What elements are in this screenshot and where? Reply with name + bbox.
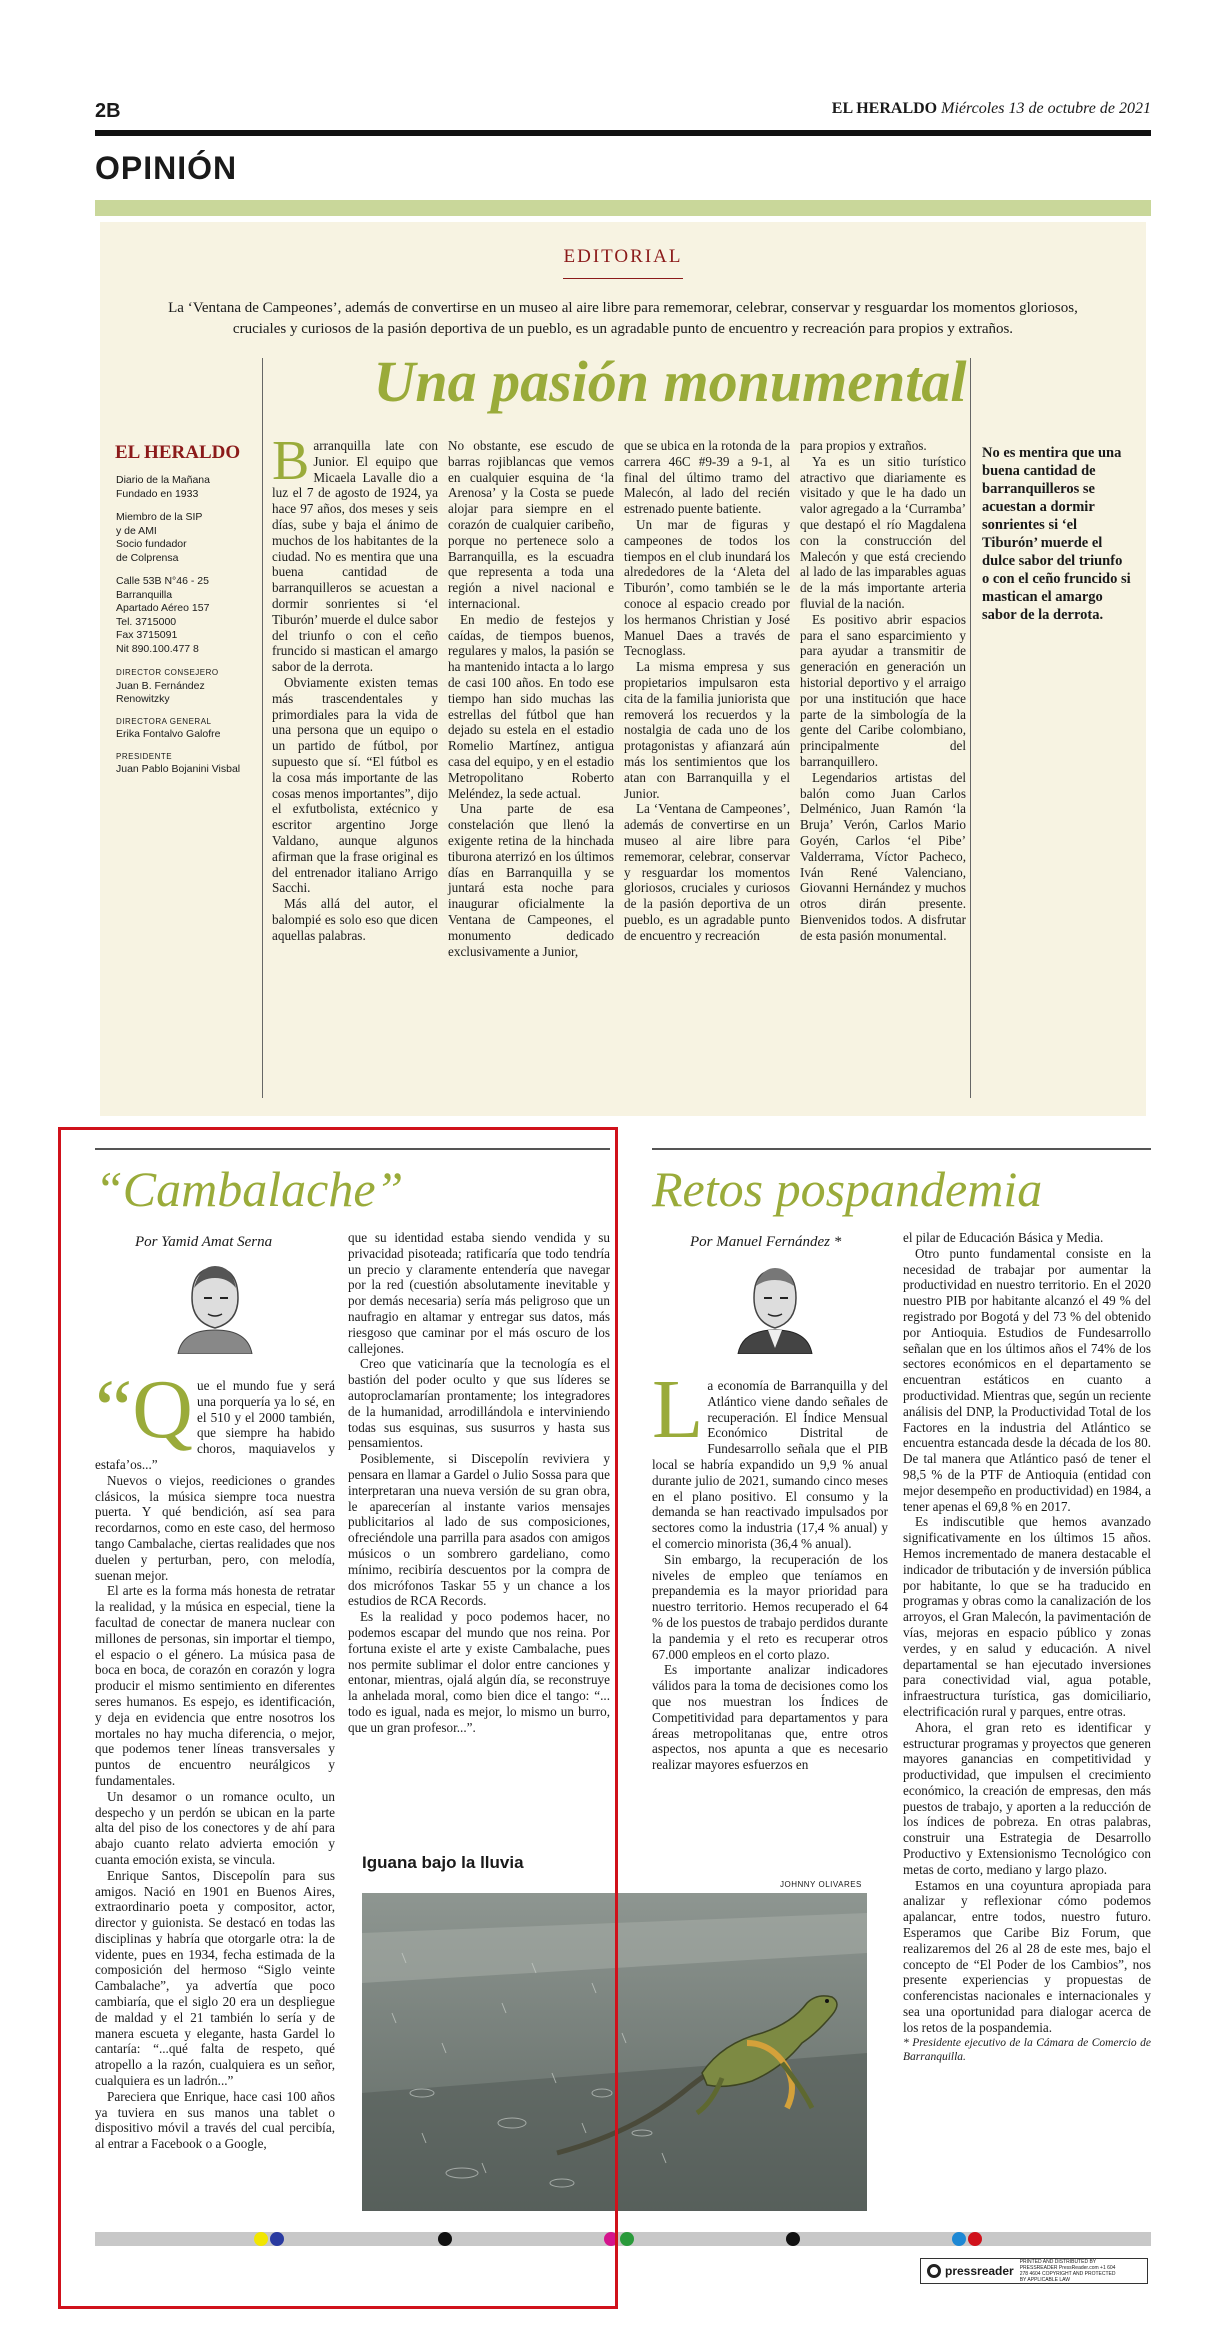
paragraph: que su identidad estaba siendo vendida y su privacidad pisoteada; ratificaría que todo tendría un precio y claramente entendería que navegar por la red (cuestión absolutamente inevitable y por demás necesaria) sería más peligroso que un naufragio en altamar y entregar sus datos, más riesgoso que caminar por el más oscuro de los callejones. [348,1230,610,1356]
paragraph: Es indiscutible que hemos avanzado significativamente en los últimos 15 años. Hemos incrementado de manera destacable el indicador de tributación y de inversión pública por habitante, lo que se ha traducido en programas y obras como la canalización de los arroyos, el Gran Malecón, la pavimentación de vías, mejoras en espacio público y zonas verdes, y en salud y educación. A nivel departamental se han ejecutado inversiones para conectividad vial, agua potable, infraestructura turística, gas domiciliario, electrificación rural y parques, entre otras. [903,1514,1151,1719]
paragraph: Es la realidad y poco podemos hacer, no podemos escapar del mundo que nos reina. Por fortuna existe el arte y existe Cambalache, pues nos permite sublimar el dolor entre canciones y entonar, mientras, ojalá algún día, se reconstruye la anhelada moral, como bien dice el tango: “... todo es igual, nada es mejor, lo mismo un burro, que un gran profesor...”. [348,1609,610,1735]
editorial-column-2 [448,438,614,959]
footnote: * Presidente ejecutivo de la Cámara de Comercio de Barranquilla. [903,2036,1151,2063]
paragraph: La misma empresa y sus propietarios impulsaron esta cita de la familia juniorista que removerá los recuerdos y la nostalgia de cada uno de los protagonistas y afianzará aún más los sentimientos que los atan con Barranquilla y el Junior. [624,659,790,801]
page-number: 2B [95,100,121,122]
pull-quote: No es mentira que una buena cantidad de barranquilleros se acuestan a dormir sonrientes si ‘el Tiburón’ muerde el dulce sabor del triunfo o con el ceño fruncido si mastican el amargo sabor de la derrota. [982,445,1131,623]
info-line: y de AMI [116,524,157,537]
pressreader-icon [927,2264,941,2278]
paragraph: Ya es un sitio turístico atractivo que diariamente es visitado y que le ha dado un valor agregado a la ‘Curramba’ que destapó el río Magdalena con la construcción del Malecón y que está creciendo al lado de las imparables aguas de la más importante arteria fluvial de la nación. [800,453,966,611]
registration-dot-black [786,2232,800,2246]
role-label: PRESIDENTE [116,751,173,761]
column-rule [970,358,971,1098]
paragraph: No obstante, ese escudo de barras rojiblancas que vemos en cualquier esquina de ‘la Arenosa’ y la Costa se puede alojar para siempre en el corazón de cualquier caribeño, porque no pertenece solo a Barranquilla, es la escuadra que representa a toda una región a nivel nacional e internacional. [448,438,614,611]
photo-credit: JOHNNY OLIVARES [780,1880,862,1889]
section-title: OPINIÓN [95,150,238,186]
paragraph: Es positivo abrir espacios para el sano esparcimiento y para ayudar a transmitir de generación en generación un historial deportivo y el arraigo por una institución que hace parte de la simbología de la gente del Caribe colombiano, principalmente del barranquillero. [800,611,966,769]
retos-title: Retos pospandemia [652,1161,1043,1217]
paragraph: Pareciera que Enrique, hace casi 100 años ya tuviera en sus manos una tablet o dispositivo móvil a través del cual percibía, al entrar a Facebook o a Google, [95,2088,335,2152]
info-line: Calle 53B N°46 - 25 [116,575,209,587]
paragraph: arranquilla late con Junior. El equipo que Micaela Lavalle dio a luz el 7 de agosto de 1924, ya hace 97 años, dos meses y seis días, sube y baja el ánimo de muchos de los habitantes de la ciudad. No es mentira que una buena cantidad de barranquilleros se acuestan a dormir sonrientes si ‘el Tiburón’ muerde el dulce sabor del triunfo o con el ceño fruncido si mastican el amargo sabor de la derrota. [272,438,438,675]
paragraph: En medio de festejos y caídas, de tiempos buenos, regulares y malos, la pasión se ha mantenido intacta a lo largo de casi 100 años. En todo ese tiempo han sido muchas las estrellas del fútbol que han dejado su estela en el estadio Romelio Martínez, antigua casa del equipo, y en el estadio Metropolitano Roberto Meléndez, la sede actual. [448,611,614,801]
paragraph: Un mar de figuras y campeones de todos los tiempos en el club inundará los alrededores de la ‘Aleta del Tiburón’, como también se le conoce al espacio creado por los hermanos Christian y José Manuel Daes a través de Tecnoglass. [624,516,790,659]
paragraph: Legendarios artistas del balón como Juan Carlos Delménico, Juan Ramón ‘la Bruja’ Verón, Carlos Mario Goyén, Carlos ‘el Pibe’ Valderrama, Víctor Pacheco, Iván René Valenciano, Giovanni Hernández y muchos otros dirán presente. Bienvenidos todos. A disfrutar de esta pasión monumental. [800,769,966,943]
editorial-column-3 [624,438,790,944]
editorial-deck: La ‘Ventana de Campeones’, además de convertirse en un museo al aire libre para rememorar, celebrar, conservar y resguardar los momentos gloriosos, cruciales y curiosos de la pasión deportiva de un pueblo, es un agradable punto de encuentro y recreación para propios y extraños. [168,300,1078,337]
paragraph: Enrique Santos, Discepolín para sus amigos. Nació en 1901 en Buenos Aires, extraordinario poeta y compositor, actor, director y guionista. Se destacó en todas las disciplinas y habría que otorgarle otra: la de vidente, pues en 1934, fecha estimada de la composición del hermoso “Siglo veinte Cambalache”, ya advertía que poco cambiaría, que el siglo 20 era un despliegue de maldad y el 21 también lo sería y de manera escueta y elegante, hasta Gardel lo cantaría: “...qué falta de respeto, qué atropello a la razón, cualquiera es un señor, cualquiera es un ladrón...” [95,1867,335,2089]
paragraph: Un desamor o un romance oculto, un despecho y un perdón se ubican en la parte alta del piso de los conectores y de ahí para abajo cuanto relato advierta emoción y cuanta emoción exista, se vincula. [95,1788,335,1867]
author-portrait [730,1258,820,1354]
paragraph: Nuevos o viejos, reediciones o grandes clásicos, la música siempre toca nuestra puerta. Y qué bendición, así sea para recordarnos, como en este caso, del hermoso tango Cambalache, ciertas realidades que nos duelen y perturban, pero, con melodía, suenan mejor. [95,1472,335,1583]
paragraph: el pilar de Educación Básica y Media. [903,1230,1104,1245]
paragraph: a economía de Barranquilla y del Atlántico viene dando señales de recuperación. El Índice Mensual Económico Distrital de Fundesarrollo señala que el PIB local se habría expandido un 9,9 % anual durante julio de 2021, sumando cinco meses en el plano positivo. El consumo y la demanda se han reactivado impulsados por sectores como la industria (17,4 % anual) y el comercio minorista (36,4 % anual). [652,1378,888,1551]
byline: Por Manuel Fernández * [690,1234,842,1250]
column-rule [262,358,263,1098]
retos-column-2 [903,1230,1151,2064]
editorial-column-4 [800,438,966,944]
role-label: DIRECTOR CONSEJERO [116,668,219,677]
info-line: Apartado Aéreo 157 [116,602,210,614]
info-line: Nit 890.100.477 8 [116,642,199,655]
drop-cap: B [272,430,310,492]
paragraph: Más allá del autor, el balompié es solo eso que dicen aquellas palabras. [272,896,438,943]
masthead [832,100,1151,118]
staff-name: Juan B. Fernández Renowitzky [116,679,205,705]
quote-mark: “ [95,1363,133,1456]
registration-dot-red [968,2232,982,2246]
paragraph: El arte es la forma más honesta de retratar la realidad, y la música en especial, tiene la facultad de conectar de manera nuclear con millones de personas, sin importar el tiempo, el espacio o el género. La música pasa de boca en boca, de corazón en corazón y logra producir el mismo sentimiento en diferentes seres humanos. Es espejo, es identificación, y deja en evidencia que entre nosotros los mortales no hay mucha diferencia, o mejor, que podemos tener líneas transversales y puntos de encuentro neurálgicos y fundamentales. [95,1583,335,1788]
section-band [95,200,1151,216]
info-line: Miembro de la SIP [116,511,203,523]
paragraph: Ahora, el gran reto es identificar y estructurar programas y proyectos que generen mayores ganancias en competitividad y productividad, que impulsen el crecimiento económico, la creación de empresas, den más puestos de trabajo, y aporten a la reducción de los índices de pobreza. En otras palabras, construir una Estrategia de Desarrollo Productivo y Extensionismo Tecnológico con metas de corto, mediano y largo plazo. [903,1719,1151,1877]
paragraph: La ‘Ventana de Campeones’, además de convertirse en un museo al aire libre para rememorar, celebrar, conservar y resguardar los momentos gloriosos, cruciales y curiosos de la pasión deportiva de un pueblo, es un agradable punto de encuentro y recreación [624,801,790,943]
drop-cap: L [652,1363,704,1456]
paragraph: Obviamente existen temas más trascendentales y primordiales para la vida de una persona que un equipo o un partido de fútbol, por supuesto que sí. “El fútbol es la cosa más importante de las cosas menos importantes”, dijo el exfutbolista, extécnico y escritor argentino Jorge Valdano, aunque algunos afirman que la frase original es del entrenador italiano Arrigo Sacchi. [272,674,438,896]
brand-logo: EL HERALDO [115,442,241,463]
pressreader-notice: PRINTED AND DISTRIBUTED BY PRESSREADER PressReader.com +1 604 278 4604 COPYRIGHT AND PROTECTED BY APPLICABLE LAW [1019,2259,1116,2283]
paragraph: Posiblemente, si Discepolín reviviera y pensara en llamar a Gardel o Julio Sossa para que interpretaran una nueva versión de su gran obra, le aparecerían al instante varios mensajes publicitarios al lado de sus composiciones, ofreciéndole una parrilla para asados con amigos músicos o un sombrero gardeliano, como mínimo, recibiría descuentos por la compra de dos micrófonos Taskar 55 y un chance a los estudios de RCA Records. [348,1451,610,1609]
paragraph: Sin embargo, la recuperación de los niveles de empleo que teníamos en prepandemia es la mayor prioridad para nuestro territorio. Hemos recuperado el 64 % de los puestos de trabajo perdidos durante la pandemia y el reto es recuperar otros 67.000 empleos en el corto plazo. [652,1551,888,1662]
retos-column-1 [652,1363,888,1773]
photo-title: Iguana bajo la lluvia [362,1853,524,1872]
byline: Por Yamid Amat Serna [135,1234,273,1250]
paragraph: ue el mundo fue y será una porquería ya lo sé, en el 510 y el 2000 también, que siempre ha habido choros, maquiavelos y estafa’os...” [95,1378,335,1472]
info-line: Fax 3715091 [116,629,178,641]
info-line: Fundado en 1933 [116,487,199,500]
cambalache-title: “Cambalache” [95,1161,404,1217]
registration-dot-green [620,2232,634,2246]
staff-name: Juan Pablo Bojanini Visbal [116,763,241,775]
paragraph: Estamos en una coyuntura apropiada para analizar y reflexionar cómo podemos apalancar, entre todos, nuestro futuro. Esperamos que Caribe Biz Forum, que realizaremos del 26 al 28 de este mes, bajo el concepto de “El Poder de los Cambios”, nos presente experiencias y propuestas de conferencistas nacionales e internacionales y sea una oportunidad para dialogar acerca de los retos de la pospandemia. [903,1877,1151,2035]
info-line: Socio fundador [116,538,187,550]
issue-date: Miércoles 13 de octubre de 2021 [941,100,1151,117]
highlight-box [58,1127,618,2309]
editorial-column-1 [272,430,438,944]
editorial-title: Una pasión monumental [373,349,967,414]
paragraph: para propios y extraños. [800,438,927,453]
pressreader-badge [920,2258,1148,2284]
info-line: Tel. 3715000 [116,615,177,628]
paragraph: que se ubica en la rotonda de la carrera 46C #9-39 a 9-1, al final del último tramo del Malecón, al lado del recién estrenado puente batiente. [624,438,790,517]
editorial-box [100,222,1146,1116]
paper-name: EL HERALDO [831,100,938,117]
pressreader-logo: pressreader [945,2264,1014,2278]
paper-info [116,474,256,785]
registration-dot-cyan [952,2232,966,2246]
info-line: de Colprensa [116,551,179,564]
staff-name: Erika Fontalvo Galofre [116,728,221,740]
paragraph: Es importante analizar indicadores válidos para la toma de decisiones como los que nos muestran los Índices de Competitividad para departamentos y para áreas metropolitanas que, entre otros aspectos, nos apunta a que es necesario realizar mayores esfuerzos en [652,1662,888,1773]
paragraph: Creo que vaticinaría que la tecnología es el bastión del poder oculto y que sus líderes se autoproclamarían prontamente; los integradores de la humanidad, arrodillándola e interviniendo todas sus esquinas, sus susurros y hasta sus pensamientos. [348,1356,610,1451]
info-line: Barranquilla [116,588,173,601]
editorial-label: EDITORIAL [563,246,683,267]
editorial-label-rule [563,278,683,279]
paragraph: Una parte de esa constelación que llenó la exigente retina de la hinchada tiburona aterrizó en los últimos días en Barranquilla y se juntará esta noche para inaugurar oficialmente la Ventana de Campeones, el monumento dedicado exclusivamente a Junior, [448,801,614,959]
drop-cap: Q [132,1363,193,1456]
column-top-rule [652,1148,1151,1150]
header-rule [95,130,1151,136]
paragraph: Otro punto fundamental consiste en la necesidad de trabajar por aumentar la productividad en nuestro territorio. En el 2020 nuestro PIB por habitante alcanzó el 49 % del registrado por Bogotá y del 73 % del obtenido por Antioquia. Estudios de Fundesarrollo señalan que en los últimos años el 74% de los sectores económicos en el departamento se encuentran estáticos en cuanto a productividad. Mientras que, según un reciente análisis del DNP, la Productividad Total de los Factores en la industria del Atlántico se encuentra estancada desde la década de los 80. De tal manera que Atlántico pasó de tener el 98,5 % de la PTF de Antioquia (entidad con mejor desempeño en productividad) en 1984, a tener apenas el 69,8 % en 2017. [903,1245,1151,1514]
info-line: Diario de la Mañana [116,474,210,486]
role-label: DIRECTORA GENERAL [116,716,212,726]
